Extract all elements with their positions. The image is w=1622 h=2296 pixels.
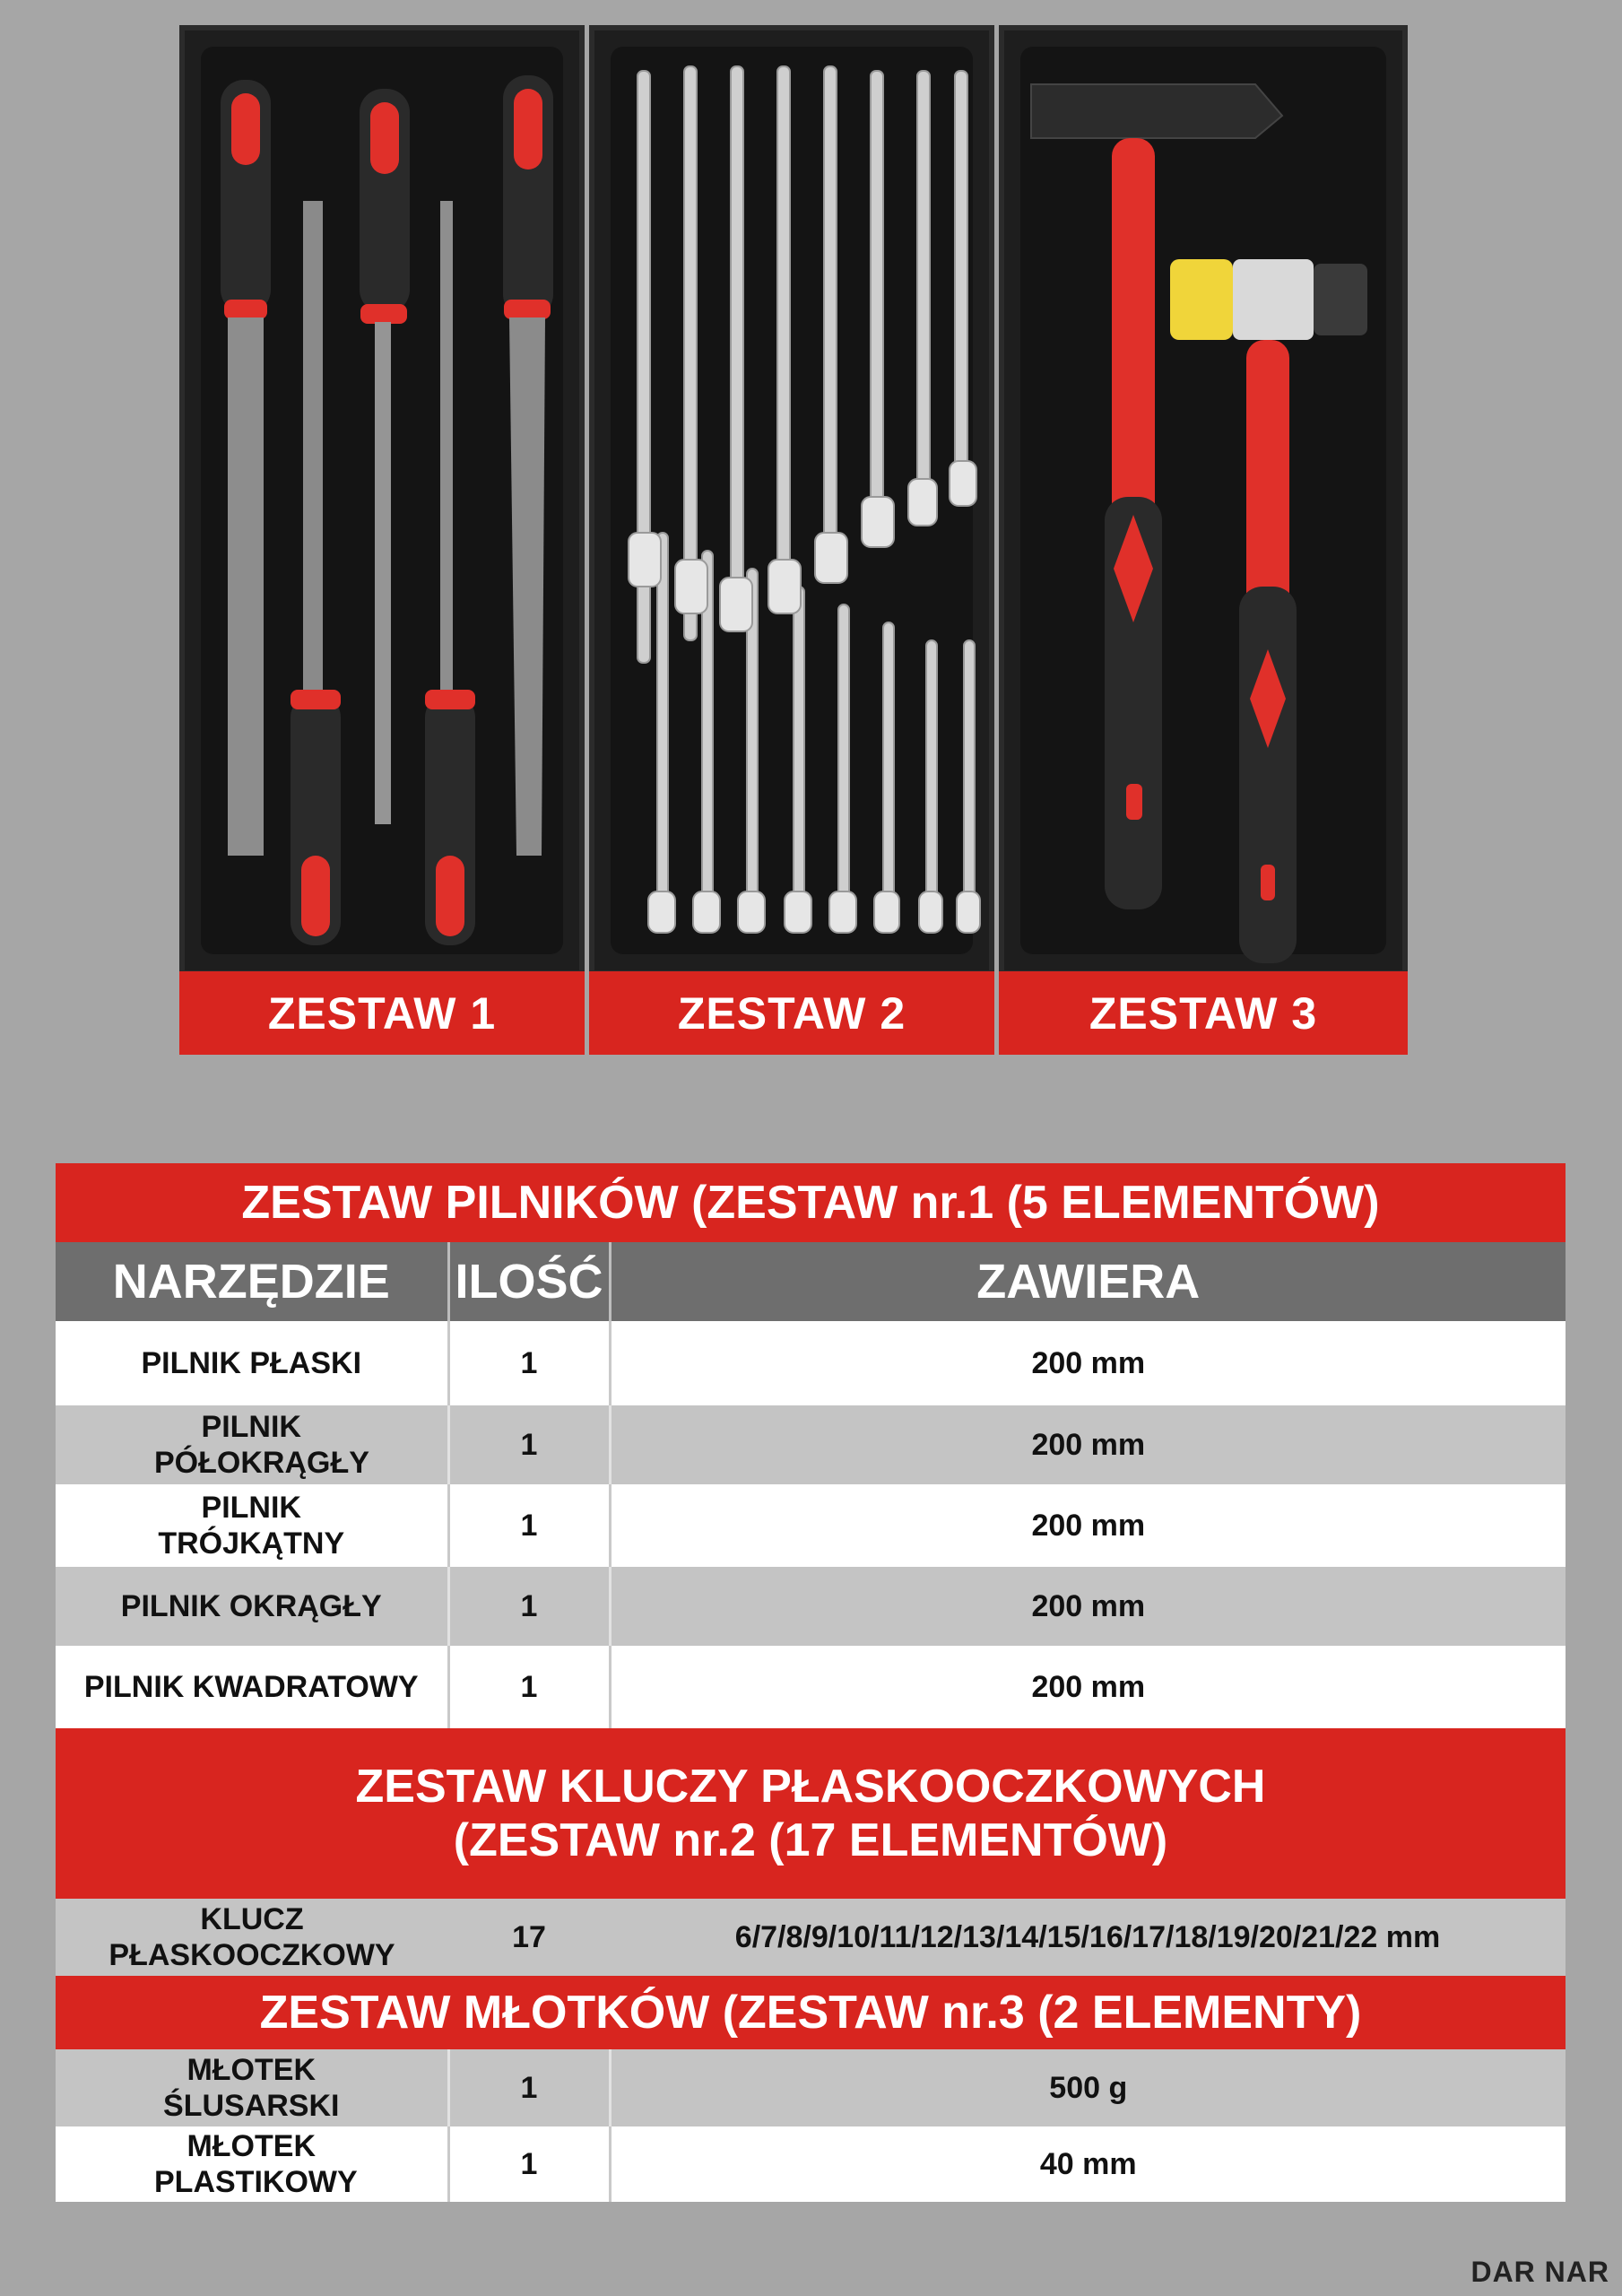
table-row — [56, 1321, 1566, 1405]
cell-contains: 200 mm — [610, 1567, 1566, 1646]
cell-qty: 17 — [448, 1899, 610, 1976]
cell-contains: 200 mm — [610, 1405, 1566, 1484]
column-headers — [56, 1242, 1566, 1321]
table-row — [56, 1405, 1566, 1484]
cell-tool: MŁOTEK ŚLUSARSKI — [56, 2049, 448, 2126]
cell-contains: 40 mm — [610, 2126, 1566, 2202]
cell-qty: 1 — [448, 2049, 610, 2126]
cell-qty: 1 — [448, 2126, 610, 2202]
wrench-set-title — [56, 1728, 1566, 1899]
cell-tool: MŁOTEK PLASTIKOWY — [56, 2126, 448, 2202]
tray-label-3: ZESTAW 3 — [999, 971, 1408, 1055]
cell-qty: 1 — [448, 1405, 610, 1484]
tray-label-2: ZESTAW 2 — [589, 971, 994, 1055]
cell-tool: PILNIK TRÓJKĄTNY — [56, 1484, 448, 1567]
tool-trays-photo — [179, 25, 1408, 976]
cell-contains: 500 g — [610, 2049, 1566, 2126]
hammer-set-title: ZESTAW MŁOTKÓW (ZESTAW nr.3 (2 ELEMENTY) — [56, 1976, 1566, 2049]
files-set-title: ZESTAW PILNIKÓW (ZESTAW nr.1 (5 ELEMENTÓW) — [56, 1163, 1566, 1242]
files-illustration — [185, 30, 585, 976]
files-set-title-row — [56, 1163, 1566, 1242]
table-row — [56, 1646, 1566, 1728]
cell-tool: PILNIK OKRĄGŁY — [56, 1567, 448, 1646]
wrench-set-title-line1: ZESTAW KLUCZY PŁASKOOCZKOWYCH — [355, 1761, 1266, 1813]
tray-label-1: ZESTAW 1 — [179, 971, 585, 1055]
cell-qty: 1 — [448, 1567, 610, 1646]
brand-mark: DAR NAR — [1470, 2256, 1609, 2288]
cell-contains: 6/7/8/9/10/11/12/13/14/15/16/17/18/19/20/21/22 mm — [610, 1899, 1566, 1976]
cell-qty: 1 — [448, 1321, 610, 1405]
cell-qty: 1 — [448, 1484, 610, 1567]
wrenches-illustration — [594, 30, 994, 976]
cell-tool: PILNIK PÓŁOKRĄGŁY — [56, 1405, 448, 1484]
table-row — [56, 2126, 1566, 2202]
header-qty: ILOŚĆ — [448, 1242, 610, 1321]
cell-contains: 200 mm — [610, 1646, 1566, 1728]
cell-tool: KLUCZ PŁASKOOCZKOWY — [56, 1899, 448, 1976]
cell-contains: 200 mm — [610, 1484, 1566, 1567]
table-row — [56, 1899, 1566, 1976]
cell-contains: 200 mm — [610, 1321, 1566, 1405]
cell-qty: 1 — [448, 1646, 610, 1728]
cell-tool: PILNIK PŁASKI — [56, 1321, 448, 1405]
header-tool: NARZĘDZIE — [56, 1242, 448, 1321]
hammers-illustration — [1004, 30, 1408, 976]
wrench-set-title-line2: (ZESTAW nr.2 (17 ELEMENTÓW) — [453, 1814, 1168, 1866]
tray-hammers — [999, 25, 1408, 976]
table-row — [56, 2049, 1566, 2126]
cell-tool: PILNIK KWADRATOWY — [56, 1646, 448, 1728]
spec-table — [56, 1163, 1566, 2202]
tray-files — [179, 25, 585, 976]
table-row — [56, 1484, 1566, 1567]
hammer-set-title-row — [56, 1976, 1566, 2049]
table-row — [56, 1567, 1566, 1646]
wrench-set-title-row — [56, 1728, 1566, 1899]
tray-wrenches — [589, 25, 994, 976]
header-contains: ZAWIERA — [610, 1242, 1566, 1321]
